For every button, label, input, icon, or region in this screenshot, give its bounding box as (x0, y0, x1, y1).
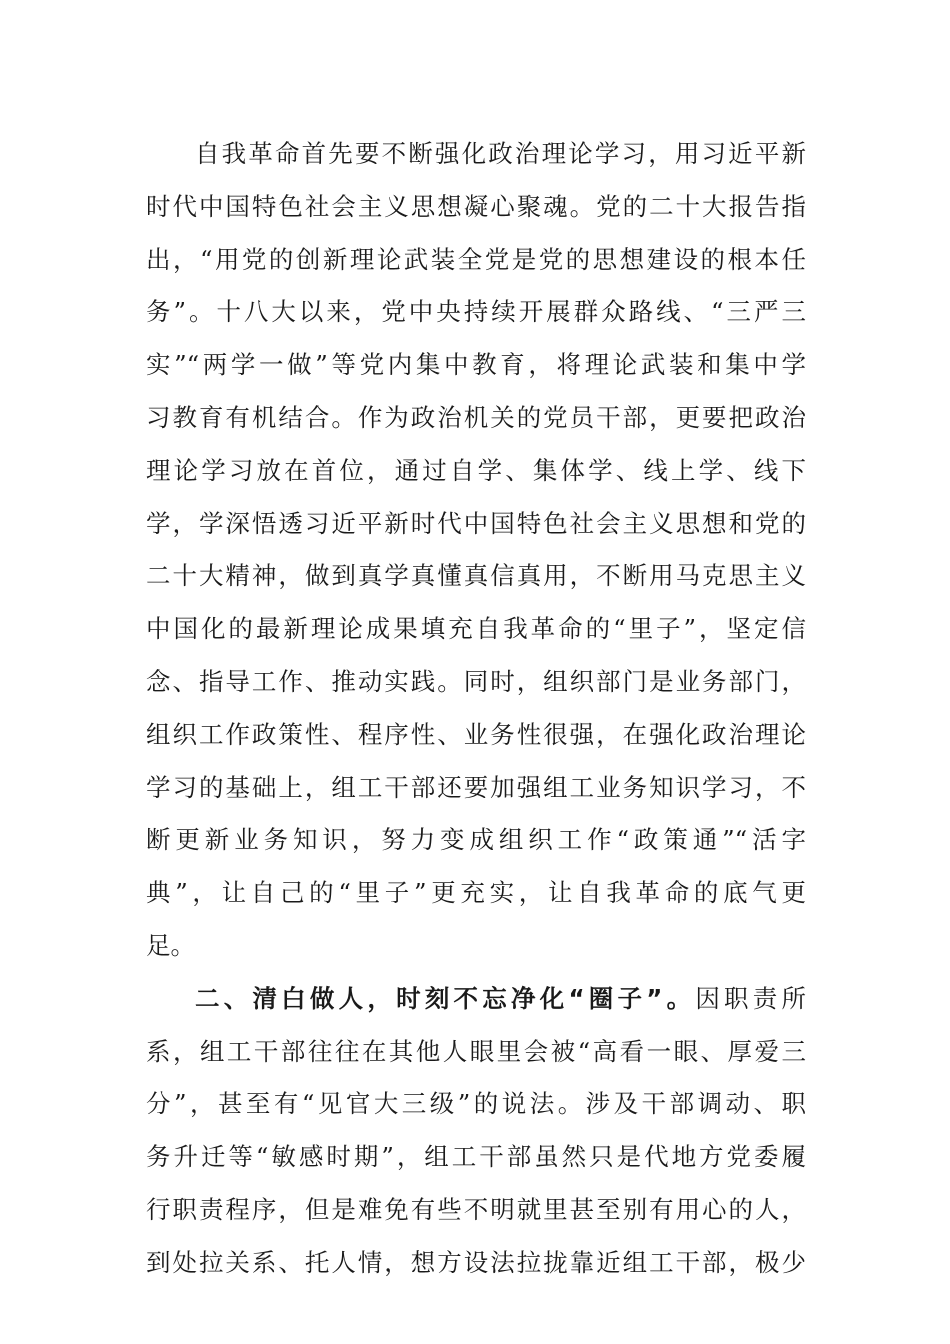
paragraph-line: 念、指导工作、推动实践。同时，组织部门是业务部门， (146, 666, 806, 696)
paragraph-line: 习教育有机结合。作为政治机关的党员干部，更要把政治 (146, 402, 806, 432)
document-body (146, 128, 806, 1290)
paragraph-line: 实”“两学一做”等党内集中教育，将理论武装和集中学 (146, 350, 806, 380)
paragraph-line: 中国化的最新理论成果填充自我革命的“里子”，坚定信 (146, 614, 806, 644)
paragraph-line: 足。 (146, 930, 195, 960)
paragraph-line: 时代中国特色社会主义思想凝心聚魂。党的二十大报告指 (146, 191, 806, 221)
paragraph-theory-study (146, 128, 806, 973)
paragraph-line: 出，“用党的创新理论武装全党是党的思想建设的根本任 (146, 244, 806, 274)
paragraph-line: 二十大精神，做到真学真懂真信真用，不断用马克思主义 (146, 561, 806, 591)
paragraph-line: 断更新业务知识，努力变成组织工作“政策通”“活字 (146, 825, 806, 855)
paragraph-line: 系，组工干部往往在其他人眼里会被“高看一眼、厚爱三 (146, 1036, 806, 1066)
paragraph-line: 学习的基础上，组工干部还要加强组工业务知识学习，不 (146, 772, 806, 802)
paragraph-line: 组织工作政策性、程序性、业务性很强，在强化政治理论 (146, 719, 806, 749)
paragraph-line: 自我革命首先要不断强化政治理论学习，用习近平新 (195, 139, 806, 168)
paragraph-line: 务”。十八大以来，党中央持续开展群众路线、“三严三 (146, 297, 806, 327)
paragraph-line: 到处拉关系、托人情，想方设法拉拢靠近组工干部，极少 (146, 1247, 806, 1277)
paragraph-line: 典”，让自己的“里子”更充实，让自我革命的底气更 (146, 878, 806, 908)
section-heading-line (146, 973, 806, 1026)
heading-line-rest: 因职责所 (695, 983, 807, 1013)
paragraph-line: 行职责程序，但是难免有些不明就里甚至别有用心的人， (146, 1194, 806, 1224)
paragraph-line: 学，学深悟透习近平新时代中国特色社会主义思想和党的 (146, 508, 806, 538)
paragraph-line: 务升迁等“敏感时期”，组工干部虽然只是代地方党委履 (146, 1142, 806, 1172)
paragraph-line: 理论学习放在首位，通过自学、集体学、线上学、线下 (146, 455, 806, 485)
section-heading: 二、清白做人，时刻不忘净化“圈子”。 (195, 983, 696, 1013)
paragraph-line: 分”，甚至有“见官大三级”的说法。涉及干部调动、职 (146, 1089, 806, 1119)
paragraph-clean-conduct (146, 973, 806, 1290)
